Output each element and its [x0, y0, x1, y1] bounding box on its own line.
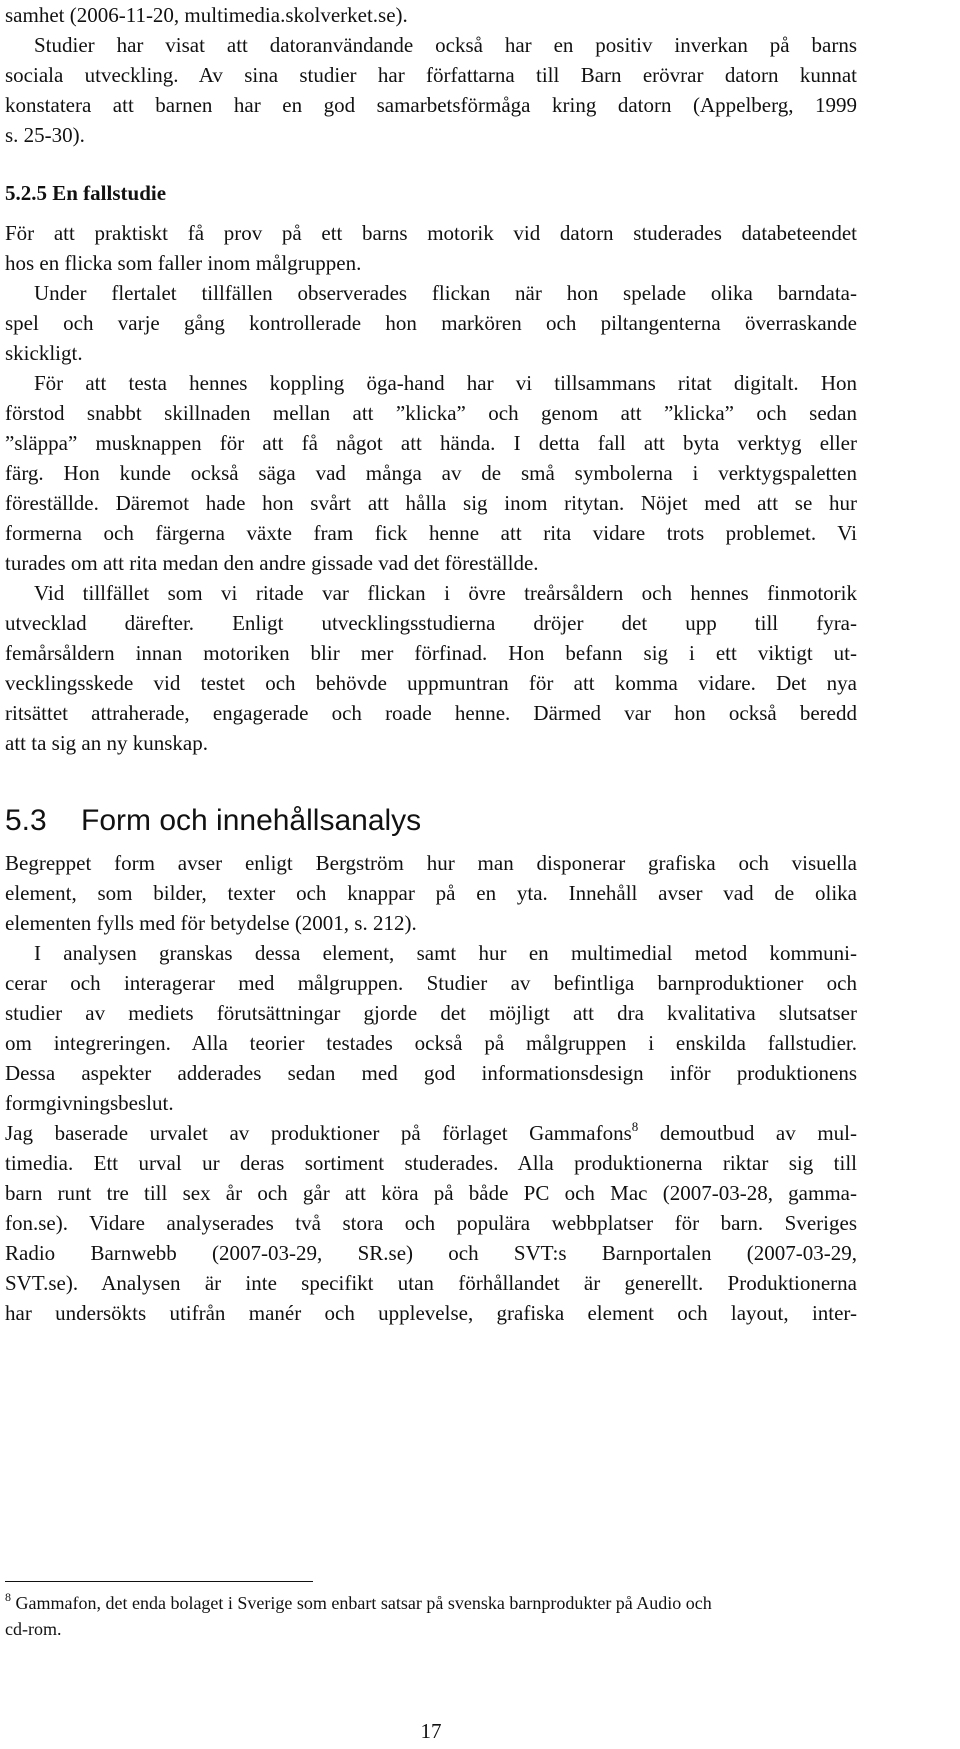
paragraph-line: formgivningsbeslut.: [5, 1091, 174, 1115]
paragraph-line: om integreringen. Alla teorier testades också på målgruppen i enskilda fallstudier.: [5, 1031, 857, 1055]
paragraph-line: femårsåldern innan motoriken blir mer förfinad. Hon befann sig i ett viktigt ut-: [5, 641, 857, 665]
paragraph-line: För att testa hennes koppling öga-hand har vi tillsammans ritat digitalt. Hon: [34, 371, 857, 395]
paragraph-line: skickligt.: [5, 341, 83, 365]
paragraph-line: vecklingsskede vid testet och behövde uppmuntran för att komma vidare. Det nya: [5, 671, 857, 695]
paragraph-line: turades om att rita medan den andre gissade vad det föreställde.: [5, 551, 539, 575]
footnote-reference: 8: [631, 1119, 639, 1134]
paragraph-line: studier av mediets förutsättningar gjorde det möjligt att dra kvalitativa slutsatser: [5, 1001, 857, 1025]
paragraph-line: För att praktiskt få prov på ett barns motorik vid datorn studerades databeteendet: [5, 221, 857, 245]
paragraph-line: Dessa aspekter adderades sedan med god informationsdesign inför produktionens: [5, 1061, 857, 1085]
intro-line: konstatera att barnen har en god samarbetsförmåga kring datorn (Appelberg, 1999: [5, 93, 857, 117]
footnote: [5, 1590, 857, 1616]
paragraph-line: SVT.se). Analysen är inte specifikt utan förhållandet är generellt. Produktionerna: [5, 1271, 857, 1295]
footnote-marker: 8: [5, 1590, 11, 1604]
intro-line: sociala utveckling. Av sina studier har författarna till Barn erövrar datorn kunnat: [5, 63, 857, 87]
paragraph-line: fon.se). Vidare analyserades två stora och populära webbplatser för barn. Sveriges: [5, 1211, 857, 1235]
section-title: Form och innehållsanalys: [81, 804, 422, 837]
paragraph-line: Radio Barnwebb (2007-03-29, SR.se) och SVT:s Barnportalen (2007-03-29,: [5, 1241, 857, 1265]
paragraph-line: I analysen granskas dessa element, samt hur en multimedial metod kommuni-: [34, 941, 857, 965]
paragraph-line: timedia. Ett urval ur deras sortiment studerades. Alla produktionerna riktar sig till: [5, 1151, 857, 1175]
paragraph-line: har undersökts utifrån manér och upplevelse, grafiska element och layout, inter-: [5, 1301, 857, 1325]
footnote-text: Gammafon, det enda bolaget i Sverige som enbart satsar på svenska barnprodukter på Audio och: [11, 1593, 712, 1613]
paragraph-line: förstod snabbt skillnaden mellan att ”klicka” och genom att ”klicka” och sedan: [5, 401, 857, 425]
paragraph-line: hos en flicka som faller inom målgruppen.: [5, 251, 362, 275]
page-number: 17: [420, 1719, 442, 1743]
paragraph-line: cerar och interagerar med målgruppen. Studier av befintliga barnproduktioner och: [5, 971, 857, 995]
paragraph-line: element, som bilder, texter och knappar på en yta. Innehåll avser vad de olika: [5, 881, 857, 905]
footnote-divider: [5, 1581, 313, 1582]
footnote-text: cd-rom.: [5, 1619, 62, 1639]
section-heading-5-2-5: 5.2.5 En fallstudie: [5, 181, 167, 205]
paragraph-line: ”släppa” musknappen för att få något att hända. I detta fall att byta verktyg eller: [5, 431, 857, 455]
paragraph-text: demoutbud av mul-: [638, 1121, 857, 1145]
paragraph-line: att ta sig an ny kunskap.: [5, 731, 208, 755]
paragraph-line: ritsättet attraherade, engagerade och roade henne. Därmed var hon också beredd: [5, 701, 857, 725]
paragraph-line: spel och varje gång kontrollerade hon markören och piltangenterna överraskande: [5, 311, 857, 335]
paragraph-line: Vid tillfället som vi ritade var flickan i övre treårsåldern och hennes finmotorik: [34, 581, 857, 605]
intro-line: samhet (2006-11-20, multimedia.skolverket.se).: [5, 3, 408, 27]
paragraph-line: utvecklad därefter. Enligt utvecklingsstudierna dröjer det upp till fyra-: [5, 611, 857, 635]
paragraph-line: föreställde. Däremot hade hon svårt att hålla sig inom ritytan. Nöjet med att se hur: [5, 491, 857, 515]
paragraph-line: Under flertalet tillfällen observerades flickan när hon spelade olika barndata-: [34, 281, 857, 305]
paragraph-line: [5, 1118, 857, 1148]
paragraph-line: Begreppet form avser enligt Bergström hur man disponerar grafiska och visuella: [5, 851, 857, 875]
paragraph-line: elementen fylls med för betydelse (2001, s. 212).: [5, 911, 417, 935]
paragraph-line: barn runt tre till sex år och går att köra på både PC och Mac (2007-03-28, gamma-: [5, 1181, 857, 1205]
intro-line: Studier har visat att datoranvändande också har en positiv inverkan på barns: [34, 33, 857, 57]
paragraph-line: formerna och färgerna växte fram fick henne att rita vidare trots problemet. Vi: [5, 521, 857, 545]
paragraph-text: Jag baserade urvalet av produktioner på förlaget Gammafons: [5, 1121, 632, 1145]
section-number: 5.3: [5, 804, 47, 837]
paragraph-line: färg. Hon kunde också säga vad många av de små symbolerna i verktygspaletten: [5, 461, 857, 485]
intro-line: s. 25-30).: [5, 123, 85, 147]
section-heading-5-3: [5, 801, 421, 841]
